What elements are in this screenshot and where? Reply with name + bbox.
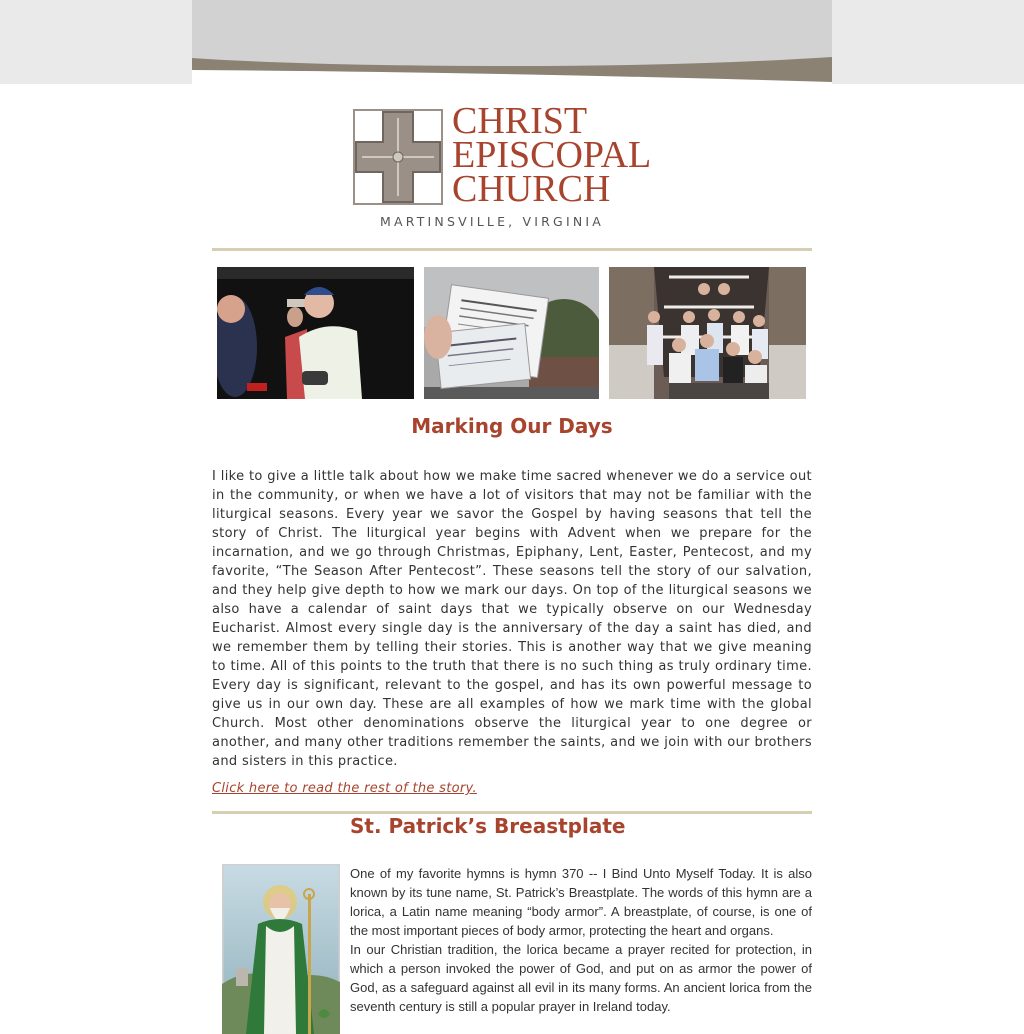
header-banner [192,0,832,84]
church-name-line-1: CHRIST [452,100,588,142]
read-more-link[interactable]: Click here to read the rest of the story. [212,781,477,796]
church-name-line-2: EPISCOPAL [452,134,652,176]
church-location: MARTINSVILLE, VIRGINIA [380,214,605,229]
cross-icon [350,106,446,208]
article-body-marking-our-days: I like to give a little talk about how we make time sacred whenever we do a service out in the community, or when we have a lot of visitors that may not be familiar with the liturgical seasons. Every year we savor the Gospel by having seasons that tell the story of Christ. The liturgical year begins with Advent when we prepare for the incarnation, and we go through Christmas, Epiphany, Lent, Easter, Pentecost, and my favorite, “The Season After Pentecost”. These seasons tell the story of our salvation, and they help give depth to how we mark our days. On top of the liturgical seasons we also have a calendar of saint days that we typically observe on our Wednesday Eucharist. Almost every single day is the anniversary of the day a saint has died, and we remember them by telling their stories. This is another way that we give meaning to time. All of this points to the truth that there is no such thing as truly ordinary time. Every day is significant, relevant to the gospel, and has its own powerful message to give us in our own day. These are all examples of how we mark time with the global Church. Most other denominations observe the liturgical year to one degree or another, and many other traditions remember the saints, and we join with our brothers and sisters in this practice. [212,469,812,769]
photo-group-on-stairs[interactable] [609,267,806,399]
article-title-st-patrick: St. Patrick’s Breastplate [350,814,626,838]
divider-top [212,248,812,251]
st-patrick-paragraph-2: In our Christian tradition, the lorica became a prayer recited for protection, in which a person invoked the power of God, and put on as armor the power of God, as a safeguard against all evil in its many forms. An ancient lorica from the seventh century is still a popular prayer in Ireland today. [350,942,812,1014]
photo-hand-holding-card[interactable] [424,267,599,399]
photo-men-cooking-outdoors[interactable] [217,267,414,399]
st-patrick-paragraph-1: One of my favorite hymns is hymn 370 -- I Bind Unto Myself Today. It is also known by its tune name, St. Patrick’s Breastplate. The words of this hymn are a lorica, a Latin name meaning “body armor”. A breastplate, of course, is one of the most important pieces of body armor, protecting the heart and organs. [350,866,812,938]
article-title-marking-our-days: Marking Our Days [411,414,613,438]
top-band-left [0,0,192,84]
top-band-right [832,0,1024,84]
st-patrick-image [222,864,340,1034]
article-body-st-patrick [350,864,812,1016]
church-name [452,100,652,210]
church-name-line-3: CHURCH [452,168,611,210]
church-logo[interactable] [350,100,680,234]
